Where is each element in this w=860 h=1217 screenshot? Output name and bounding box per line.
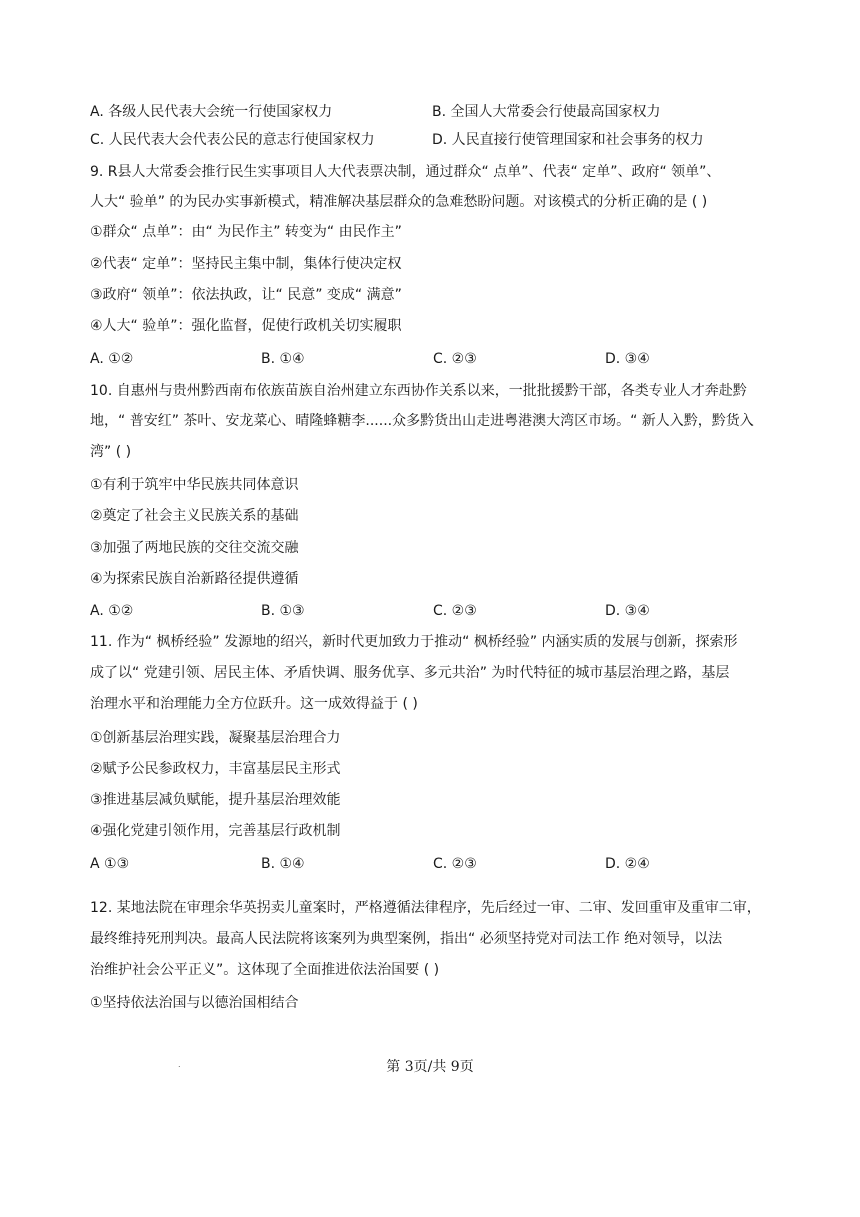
q10-stem-line2: 地，“ 普安红” 茶叶、安龙菜心、晴隆蜂糖李......众多黔货出山走进粤港澳大湾区市场。“ 新人入黔，黔货入 [90,413,754,429]
q10-item-4: ④为探索民族自治新路径提供遵循 [90,571,299,587]
q9-item-1: ①群众“ 点单”：由“ 为民作主” 转变为“ 由民作主” [90,224,402,240]
q9-option-b: B. ①④ [261,351,305,367]
q11-options [90,854,790,874]
q9-option-d: D. ③④ [605,351,650,367]
q11-stem-line2: 成了以“ 党建引领、居民主体、矛盾快调、服务优享、多元共治” 为时代特征的城市基层治理之路，基层 [90,665,730,681]
q9-options [90,349,790,369]
q10-option-b: B. ①③ [261,603,305,619]
q11-item-4: ④强化党建引领作用，完善基层行政机制 [90,823,341,839]
q11-stem-line1: 11. 作为“ 枫桥经验” 发源地的绍兴，新时代更加致力于推动“ 枫桥经验” 内涵实质的发展与创新，探索形 [90,634,738,650]
q10-stem-line1: 10. 自惠州与贵州黔西南布依族苗族自治州建立东西协作关系以来，一批批援黔干部，各类专业人才奔赴黔 [90,383,747,399]
q9-stem-line2: 人大“ 验单” 的为民办实事新模式，精准解决基层群众的急难愁盼问题。对该模式的分析正确的是 ( ) [90,194,708,210]
q8-option-d: D. 人民直接行使管理国家和社会事务的权力 [432,132,704,148]
q10-option-d: D. ③④ [605,603,650,619]
q11-item-1: ①创新基层治理实践，凝聚基层治理合力 [90,730,341,746]
q8-option-a: A. 各级人民代表大会统一行使国家权力 [90,104,333,120]
page-number: 第 3页/共 9页 [386,1059,474,1075]
footer-dot: . [178,1060,181,1069]
q10-item-1: ①有利于筑牢中华民族共同体意识 [90,477,299,493]
q9-option-c: C. ②③ [433,351,477,367]
q8-option-c: C. 人民代表大会代表公民的意志行使国家权力 [90,132,375,148]
q11-stem-line3: 治理水平和治理能力全方位跃升。这一成效得益于 ( ) [90,696,418,712]
q9-item-4: ④人大“ 验单”：强化监督，促使行政机关切实履职 [90,318,402,334]
q12-stem-line1: 12. 某地法院在审理余华英拐卖儿童案时，严格遵循法律程序，先后经过一审、二审、发回重审及重审二审， [90,900,761,916]
q11-option-a: A ①③ [90,856,130,872]
q9-stem-line1: 9. R县人大常委会推行民生实事项目人大代表票决制，通过群众“ 点单”、代表“ 定单”、政府“ 领单”、 [90,164,721,180]
q10-option-a: A. ①② [90,603,134,619]
q11-option-b: B. ①④ [261,856,305,872]
q10-item-3: ③加强了两地民族的交往交流交融 [90,540,299,556]
q10-item-2: ②奠定了社会主义民族关系的基础 [90,508,299,524]
q11-option-c: C. ②③ [433,856,477,872]
q12-stem-line2: 最终维持死刑判决。最高人民法院将该案列为典型案例，指出“ 必须坚持党对司法工作 绝对领导，以法 [90,931,723,947]
q10-option-c: C. ②③ [433,603,477,619]
q11-option-d: D. ②④ [605,856,650,872]
q10-stem-line3: 湾” ( ) [90,444,132,460]
q10-options [90,601,790,621]
q9-option-a: A. ①② [90,351,134,367]
q11-item-2: ②赋予公民参政权力，丰富基层民主形式 [90,761,341,777]
q11-item-3: ③推进基层减负赋能，提升基层治理效能 [90,792,341,808]
q8-option-b: B. 全国人大常委会行使最高国家权力 [432,104,661,120]
q9-item-3: ③政府“ 领单”：依法执政，让“ 民意” 变成“ 满意” [90,287,402,303]
q12-stem-line3: 治维护社会公平正义”。这体现了全面推进依法治国要 ( ) [90,962,440,978]
q9-item-2: ②代表“ 定单”：坚持民主集中制，集体行使决定权 [90,256,402,272]
q12-item-1: ①坚持依法治国与以德治国相结合 [90,995,299,1011]
